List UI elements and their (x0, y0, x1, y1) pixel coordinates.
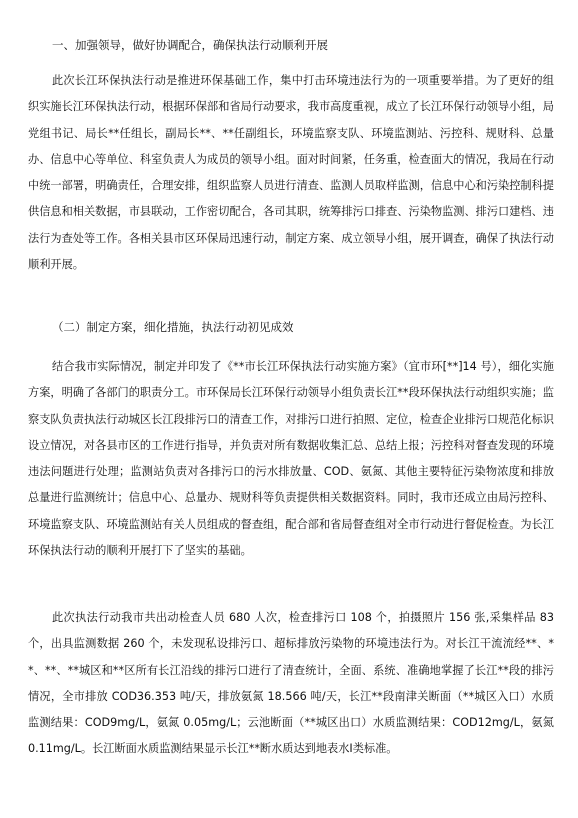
section-heading-1: 一、加强领导，做好协调配合，确保执法行动顺利开展 (52, 38, 328, 52)
paragraph-3: 此次执法行动我市共出动检查人员 680 人次，检查排污口 108 个，拍摄照片 156 张,采集样品 83 个，出具监测数据 260 个，未发现私设排污口、超标排放污染物的环境违法行为。对长江干流流经**、**、**、**城区和**区所有长江沿线的排污口进行了清查统计，全面、系统、准确地掌握了长江**段的排污情况，全市排放 COD36.353 吨/天，排放氨氮 18.566 吨/天，长江**段南津关断面（**城区入口）水质监测结果：COD9mg/L，氨氮 0.05mg/L；云池断面（**城区出口）水质监测结果：COD12mg/L，氨氮 0.11mg/L。长江断面水质监测结果显示长江**断水质达到地表水Ⅰ类标准。 (28, 611, 554, 756)
paragraph-2: 结合我市实际情况，制定并印发了《**市长江环保执法行动实施方案》（宜市环[**]14 号），细化实施方案，明确了各部门的职责分工。市环保局长江环保行动领导小组负责长江**段环保执法行动组织实施；监察支队负责执法行动城区长江段排污口的清查工作，对排污口进行拍照、定位，检查企业排污口规范化标识设立情况，对各县市区的工作进行指导，并负责对所有数据收集汇总、总结上报；污控科对督查发现的环境违法问题进行处理；监测站负责对各排污口的污水排放量、COD、氨氮、其他主要特征污染物浓度和排放总量进行监测统计；信息中心、总量办、规财科等负责提供相关数据资料。同时，我市还成立由局污控科、环境监察支队、环境监测站有关人员组成的督查组，配合部和省局督查组对全市行动进行督促检查。为长江环保执法行动的顺利开展打下了坚实的基础。 (28, 360, 554, 558)
section-heading-2: （二）制定方案，细化措施，执法行动初见成效 (52, 320, 294, 334)
paragraph-1: 此次长江环保执法行动是推进环保基础工作，集中打击环境违法行为的一项重要举措。为了更好的组织实施长江环保执法行动，根据环保部和省局行动要求，我市高度重视，成立了长江环保行动领导小组，局党组书记、局长**任组长，副局长**、**任副组长，环境监察支队、环境监测站、污控科、规财科、总量办、信息中心等单位、科室负责人为成员的领导小组。面对时间紧，任务重，检查面大的情况，我局在行动中统一部署，明确责任，合理安排，组织监察人员进行清查、监测人员取样监测，信息中心和污染控制科提供信息和相关数据，市县联动，工作密切配合，各司其职，统筹排污口排查、污染物监测、排污口建档、违法行为查处等工作。各相关县市区环保局迅速行动，制定方案、成立领导小组，展开调查，确保了执法行动顺利开展。 (28, 74, 554, 272)
